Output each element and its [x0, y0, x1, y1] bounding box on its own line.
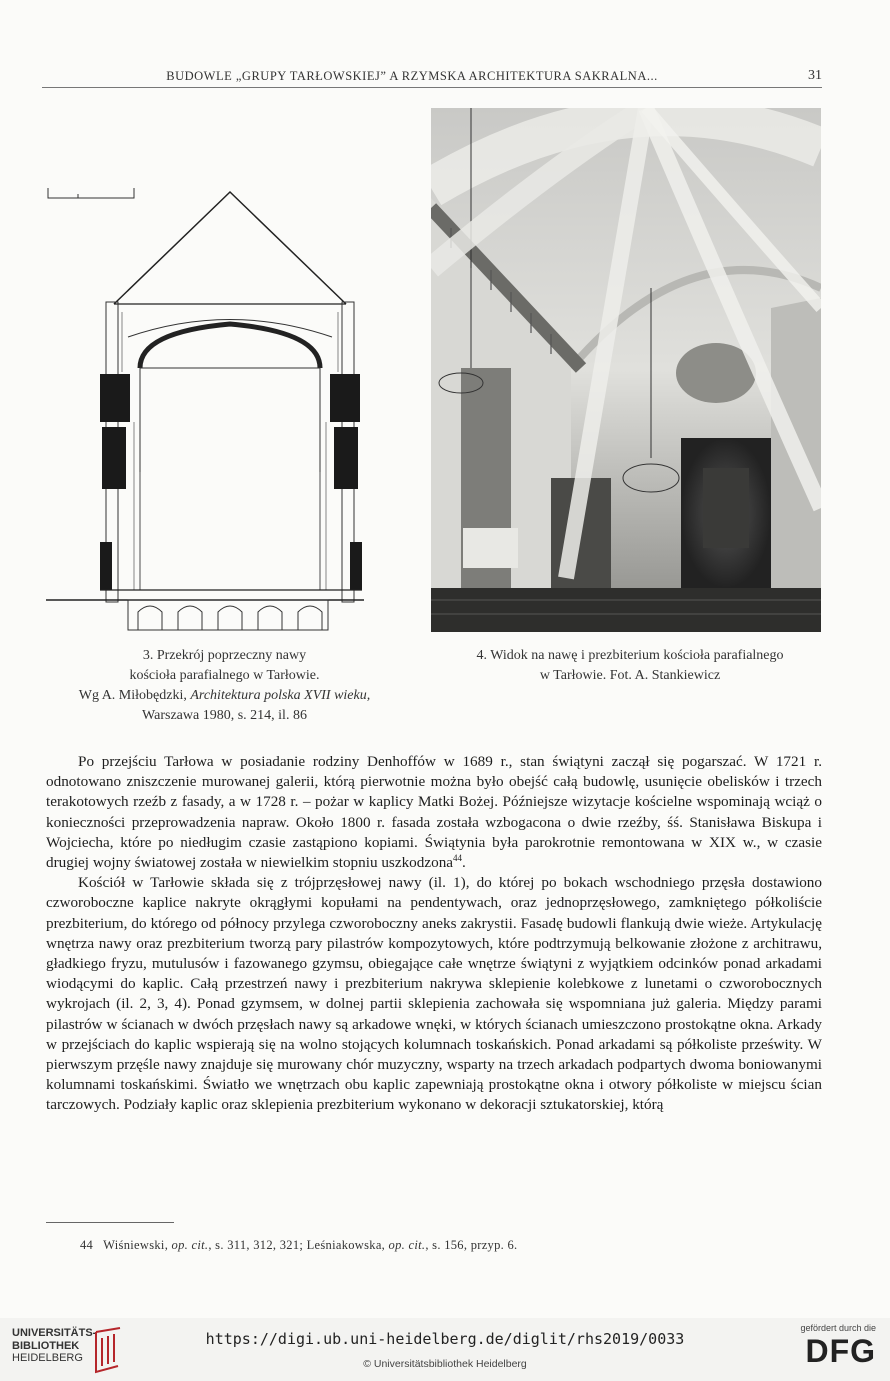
nave-photograph	[431, 108, 821, 632]
cross-section-drawing	[42, 172, 367, 634]
running-head	[42, 66, 822, 88]
footnote-opcit: op. cit.	[171, 1238, 209, 1252]
body-text	[46, 752, 822, 1116]
caption-line: kościoła parafialnego w Tarłowie.	[129, 668, 320, 683]
caption-author: Wg A. Miłobędzki,	[78, 688, 191, 703]
footnote-ref[interactable]: 44	[453, 852, 463, 863]
paragraph: Kościół w Tarłowie składa się z trójprzęsłowej nawy (il. 1), do której po bokach wschodniego przęsła dostawiono czworoboczne kaplice nakryte okrągłymi kopułami na pendentywach, oraz jednoprzęsłowego, zamkniętego półkoliście prezbiterium, do którego od północy przylega czworoboczny aneks zakrystii. Fasadę budowli flankują dwie wieże. Artykulację wnętrza nawy oraz prezbiterium tworzą pary pilastrów kompozytowych, które podtrzymują belkowanie złożone z architrawu, gładkiego fryzu, mutulusów i fazowanego gzymsu, obiegające całe wnętrze świątyni z wyjątkiem odcinków ponad arkadami wiodącymi do kaplic. Całą przestrzeń nawy i prezbiterium nakrywa sklepienie kolebkowe z lunetami o czworobocznych wykrojach (il. 2, 3, 4). Ponad gzymsem, w dolnej partii sklepienia zachowała się wspomniana już galeria. Między parami pilastrów w ścianach w dwóch przęsłach nawy są arkadowe wnęki, w których ścianach umieszczono prostokątne okna. Arkady w przejściach do kaplic wspierają się na wolno stojących kolumnach toskańskich. Ponad arkadami są półkoliste prześwity. W pierwszym przęśle nawy znajduje się murowany chór muzyczny, wsparty na trzech arkadach podpartych dwoma boniowanymi kolumnami toskańskimi. Światło we wnętrzach obu kaplic zapewniają prostokątne okna i otwory półkoliste w miejscu ścian tarczowych. Podziały kaplic oraz sklepienia prezbiterium wykonano w dekoracji sztukatorskiej, którą	[46, 874, 822, 1114]
viewer-footer	[0, 1318, 890, 1381]
caption-line: Warszawa 1980, s. 214, il. 86	[142, 708, 307, 723]
paragraph-end: .	[462, 854, 466, 872]
caption-line	[42, 686, 407, 706]
footnote-ref-text: , s. 156, przyp. 6.	[425, 1238, 518, 1252]
caption-line: 3. Przekrój poprzeczny nawy	[142, 648, 307, 663]
footnote-author: Wiśniewski,	[103, 1238, 172, 1252]
scale-bar	[48, 188, 134, 198]
caption-book-title: Architektura polska XVII wieku,	[190, 688, 371, 703]
vault-arch	[140, 324, 320, 368]
running-title: BUDOWLE „GRUPY TARŁOWSKIEJ” A RZYMSKA ARCHITEKTURA SAKRALNA...	[166, 69, 658, 83]
footnote-author: Leśniakowska,	[306, 1238, 389, 1252]
paragraph	[46, 752, 822, 873]
caption-line: 4. Widok na nawę i prezbiterium kościoła parafialnego	[476, 648, 784, 663]
footnote-ref-text: , s. 311, 312, 321;	[208, 1238, 307, 1252]
permalink-url[interactable]: https://digi.ub.uni-heidelberg.de/diglit/rhs2019/0033	[205, 1330, 685, 1348]
figure-3-caption	[42, 646, 407, 726]
paragraph-text: Po przejściu Tarłowa w posiadanie rodziny Denhoffów w 1689 r., stan świątyni zaczął się pogarszać. W 1721 r. odnotowano zniszczenie murowanej galerii, którą pierwotnie można było obejść całą budowlę, usunięcie obelisków i trzech terakotowych rzeźb z fasady, a w 1728 r. – pożar w kaplicy Matki Bożej. Późniejsze wizytacje kościelne wspominają wciąż o konieczności przeprowadzenia napraw. Około 1800 r. fasada została wzbogacona o dwie rzeźby, śś. Stanisława Biskupa i Wojciecha, które po niedługim czasie zastąpiono kopiami. Świątynia była parokrotnie remontowana w XIX w., w czasie drugiej wojny światowej została w niewielkim stopniu uszkodzona	[46, 753, 822, 872]
dfg-logo[interactable]	[786, 1323, 876, 1375]
dfg-wordmark: DFG	[805, 1333, 876, 1369]
roof-outline	[114, 192, 346, 304]
funded-by-label: gefördert durch die	[800, 1323, 876, 1333]
library-line: BIBLIOTHEK	[12, 1339, 80, 1352]
footnote	[80, 1238, 820, 1253]
crypt-arches	[128, 600, 328, 630]
caption-line: w Tarłowie. Fot. A. Stankiewicz	[539, 668, 721, 683]
footnote-opcit: op. cit.	[388, 1238, 426, 1252]
footnote-rule	[46, 1222, 174, 1223]
figure-4-caption	[440, 646, 820, 686]
library-line: UNIVERSITÄTS-	[12, 1327, 97, 1339]
library-line: HEIDELBERG	[12, 1352, 83, 1364]
footnote-number: 44	[80, 1238, 94, 1252]
copyright-notice: © Universitätsbibliothek Heidelberg	[363, 1358, 527, 1370]
page-number: 31	[808, 68, 822, 83]
